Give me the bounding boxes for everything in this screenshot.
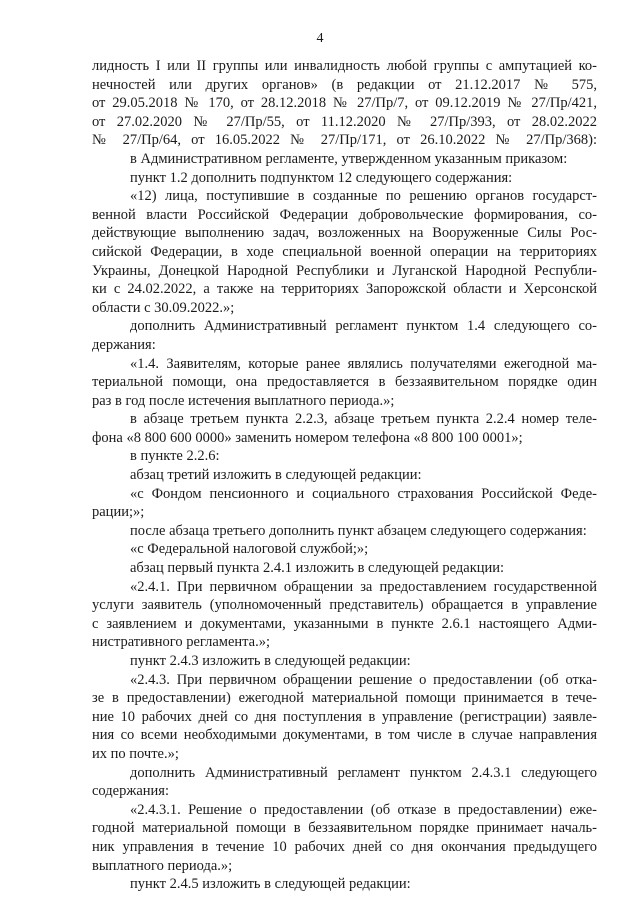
text-line: абзац третий изложить в следующей редакции:: [130, 467, 422, 484]
text-line: «2.4.3.1. Решение о предоставлении (об отказе в предоставлении) еже-: [130, 801, 597, 818]
text-line: сийской Федерации, в ходе специальной военной операции на территориях: [92, 243, 597, 260]
text-line: с заявлением и документами, указанными в пункте 2.6.1 настоящего Адми-: [92, 615, 597, 632]
text-line: «с Фондом пенсионного и социального страхования Российской Феде-: [130, 485, 597, 502]
text-line: териальной помощи, она предоставляется в беззаявительном порядке один: [92, 374, 597, 391]
document-body: [92, 57, 597, 894]
text-line: после абзаца третьего дополнить пункт абзацем следующего содержания:: [130, 522, 587, 539]
text-line: области с 30.09.2022.»;: [92, 299, 235, 316]
text-line: в абзаце третьем пункта 2.2.3, абзаце третьем пункта 2.2.4 номер теле-: [130, 411, 597, 428]
text-line: «12) лица, поступившие в созданные по решению органов государст-: [130, 188, 597, 205]
text-line: «1.4. Заявителям, которые ранее являлись получателями ежегодной ма-: [130, 355, 597, 372]
text-line: «2.4.1. При первичном обращении за предоставлением государственной: [130, 578, 597, 595]
text-line: пункт 1.2 дополнить подпунктом 12 следующего содержания:: [130, 169, 513, 186]
text-line: годной материальной помощи в беззаявительном порядке принимает началь-: [92, 820, 597, 837]
text-line: дополнить Административный регламент пунктом 2.4.3.1 следующего: [130, 764, 597, 781]
text-line: ние 10 рабочих дней со дня поступления в управление (регистрации) заявле-: [92, 708, 597, 725]
text-line: зе в предоставлении) ежегодной материальной помощи принимается в тече-: [92, 690, 597, 707]
text-line: пункт 2.4.3 изложить в следующей редакции:: [130, 653, 411, 669]
text-line: «2.4.3. При первичном обращении решение о предоставлении (об отка-: [130, 671, 597, 688]
text-line: держания:: [92, 336, 156, 353]
text-line: № 27/Пр/64, от 16.05.2022 № 27/Пр/171, от 26.10.2022 № 27/Пр/368):: [92, 132, 597, 149]
text-line: дополнить Административный регламент пунктом 1.4 следующего со-: [130, 318, 597, 335]
text-line: нистративного регламента.»;: [92, 634, 270, 651]
text-line: в пункте 2.2.6:: [130, 448, 220, 465]
text-line: выплатного периода.»;: [92, 857, 233, 874]
text-line: абзац первый пункта 2.4.1 изложить в следующей редакции:: [130, 560, 505, 577]
text-line: рации;»;: [92, 504, 145, 521]
text-line: фона «8 800 600 0000» заменить номером телефона «8 800 100 0001»;: [92, 429, 523, 446]
text-line: пункт 2.4.5 изложить в следующей редакции:: [130, 876, 411, 893]
text-line: раз в год после истечения выплатного периода.»;: [92, 392, 395, 409]
text-line: в Административном регламенте, утвержденном указанным приказом:: [130, 150, 568, 167]
text-line: ки с 24.02.2022, а также на территориях Запорожской области и Херсонской: [92, 281, 597, 298]
text-line: лидность I или II группы или инвалидность любой группы с ампутацией ко-: [92, 58, 597, 74]
text-line: услуги заявитель (уполномоченный представитель) обращается в управление: [92, 597, 597, 614]
text-line: венной власти Российской Федерации добровольческие формирования, со-: [92, 206, 597, 223]
text-line: нечностей или других органов» (в редакции от 21.12.2017 № 575,: [92, 76, 597, 93]
text-line: от 29.05.2018 № 170, от 28.12.2018 № 27/Пр/7, от 09.12.2019 № 27/Пр/421,: [92, 95, 597, 112]
text-line: действующие выполнению задач, возложенных на Вооруженные Силы Рос-: [92, 225, 597, 242]
text-line: ник управления в течение 10 рабочих дней со дня окончания предыдущего: [92, 838, 597, 855]
text-line: содержания:: [92, 783, 170, 800]
text-line: их по почте.»;: [92, 745, 179, 762]
text-line: Украины, Донецкой Народной Республики и Луганской Народной Республи-: [92, 262, 597, 279]
text-line: ния со всеми необходимыми документами, в том числе в случае направления: [92, 727, 597, 744]
text-line: от 27.02.2020 № 27/Пр/55, от 11.12.2020 № 27/Пр/393, от 28.02.2022: [92, 113, 597, 130]
text-line: «с Федеральной налоговой службой;»;: [130, 541, 369, 558]
page-number: 4: [316, 31, 324, 46]
